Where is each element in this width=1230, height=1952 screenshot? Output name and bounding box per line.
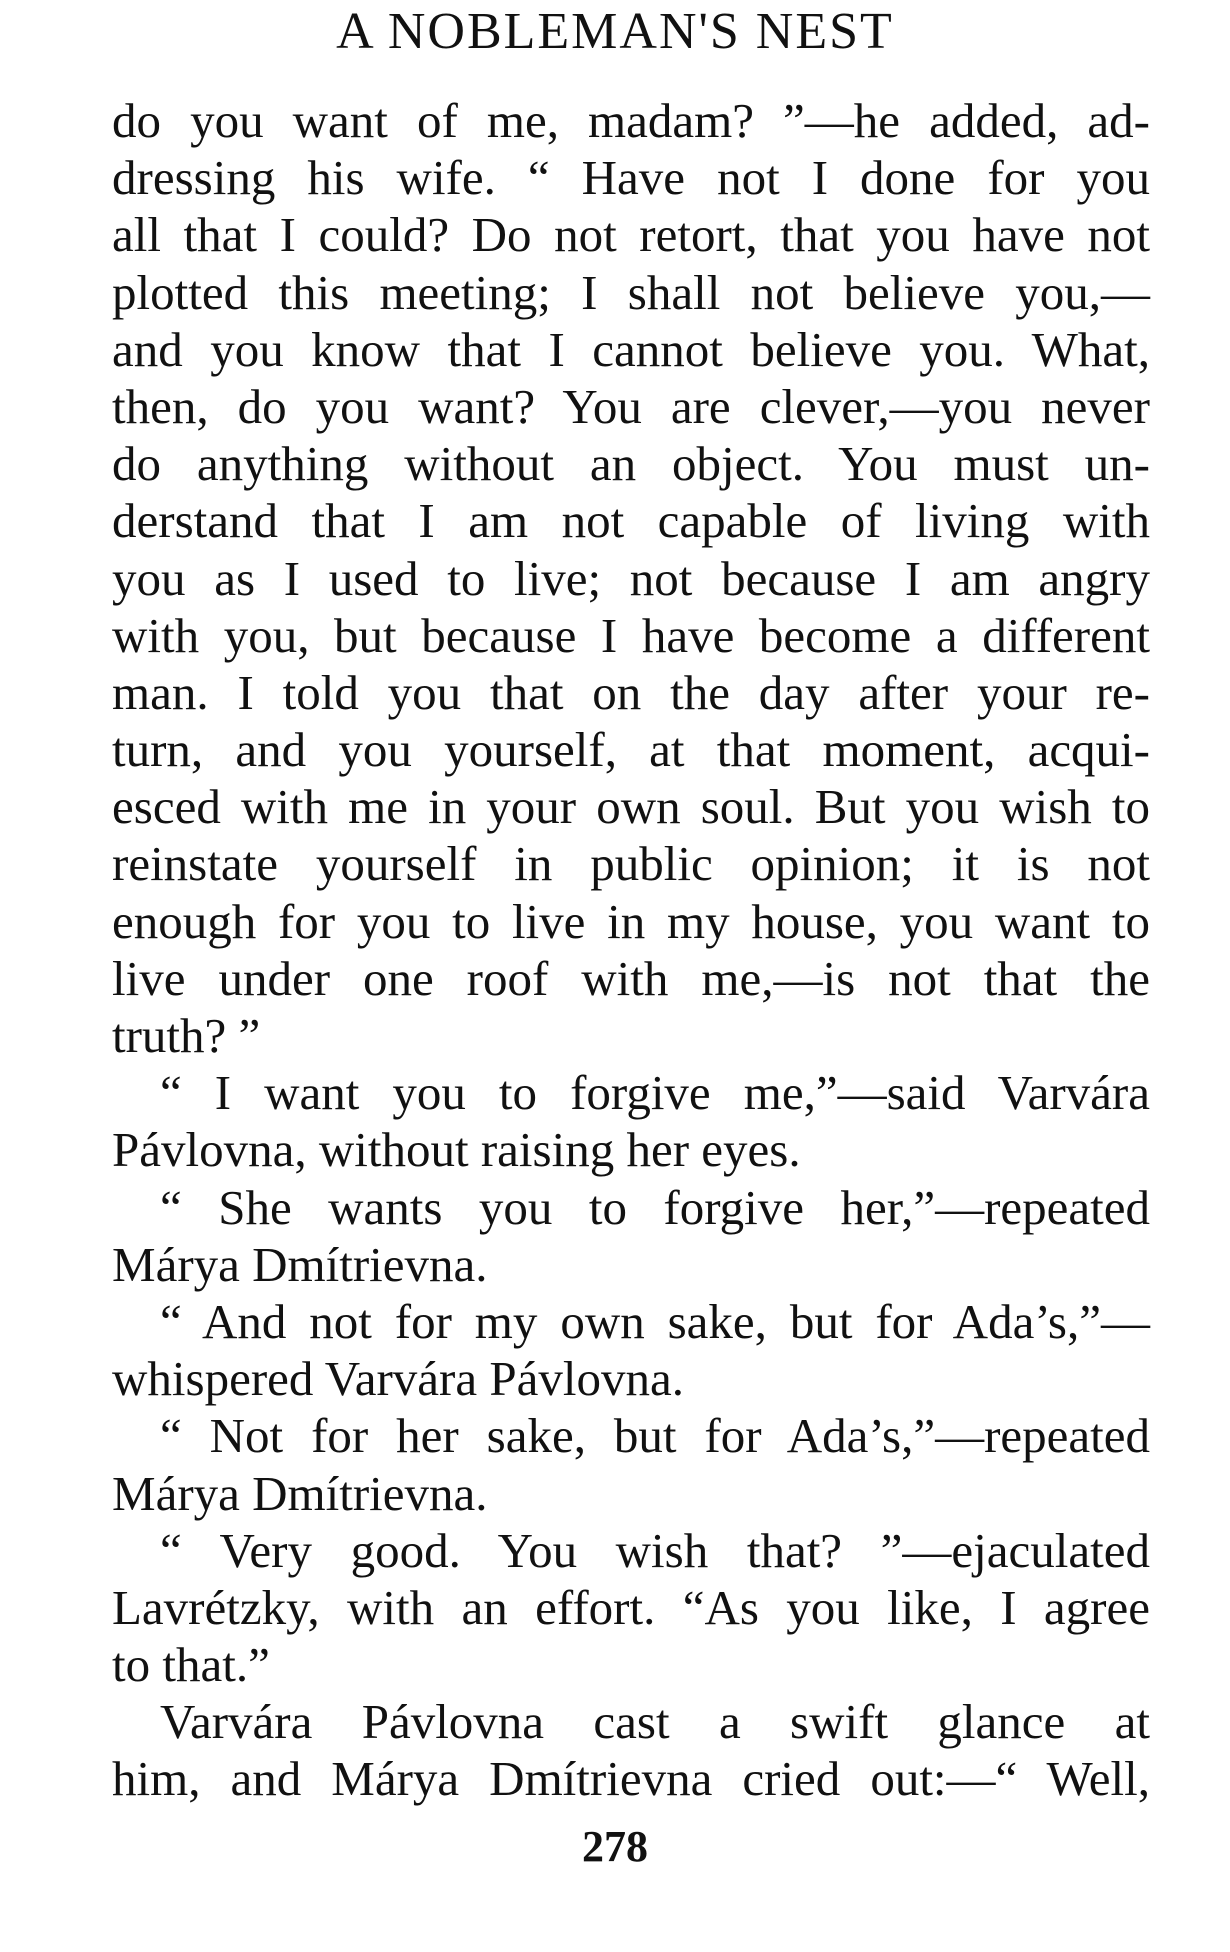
text-line: man. I told you that on the day after your re- xyxy=(112,664,1150,720)
text-line: to that.” xyxy=(112,1637,270,1693)
text-line: reinstate yourself in public opinion; it is not xyxy=(112,836,1150,892)
text-line: then, do you want? You are clever,—you never xyxy=(112,378,1150,434)
body-text xyxy=(112,92,1150,1808)
running-head-title: A NOBLEMAN'S NEST xyxy=(336,3,894,60)
text-line: dressing his wife. “ Have not I done for you xyxy=(112,150,1150,206)
text-line: Pávlovna, without raising her eyes. xyxy=(112,1122,801,1178)
text-line: do you want of me, madam? ”—he added, ad- xyxy=(112,93,1150,148)
text-line: and you know that I cannot believe you. What, xyxy=(112,321,1150,377)
text-line: turn, and you yourself, at that moment, acqui- xyxy=(112,722,1150,778)
text-line: esced with me in your own soul. But you wish to xyxy=(112,779,1150,835)
text-line: plotted this meeting; I shall not believe you,— xyxy=(112,264,1150,320)
text-line: Márya Dmítrievna. xyxy=(112,1236,488,1292)
text-line: do anything without an object. You must un- xyxy=(112,436,1150,492)
text-line: “ I want you to forgive me,”—said Varvára xyxy=(160,1065,1150,1121)
text-line: whispered Varvára Pávlovna. xyxy=(112,1351,684,1407)
text-line: derstand that I am not capable of living with xyxy=(112,493,1150,549)
text-line: Lavrétzky, with an effort. “As you like, I agree xyxy=(112,1579,1150,1635)
text-line: with you, but because I have become a different xyxy=(112,607,1150,663)
text-line: “ Very good. You wish that? ”—ejaculated xyxy=(160,1522,1150,1578)
text-line: all that I could? Do not retort, that you have not xyxy=(112,207,1150,263)
text-line: live under one roof with me,—is not that the xyxy=(112,950,1150,1006)
text-line: “ Not for her sake, but for Ada’s,”—repeated xyxy=(160,1408,1150,1464)
text-line: truth? ” xyxy=(112,1008,261,1063)
text-line: you as I used to live; not because I am angry xyxy=(112,550,1150,606)
text-line: Márya Dmítrievna. xyxy=(112,1465,488,1521)
text-line: “ She wants you to forgive her,”—repeated xyxy=(160,1179,1150,1235)
text-line: “ And not for my own sake, but for Ada’s,”— xyxy=(160,1293,1150,1349)
page-number: 278 xyxy=(582,1822,648,1871)
text-line: enough for you to live in my house, you want to xyxy=(112,893,1150,949)
text-line: him, and Márya Dmítrievna cried out:—“ Well, xyxy=(112,1751,1150,1807)
text-line: Varvára Pávlovna cast a swift glance at xyxy=(160,1694,1150,1750)
